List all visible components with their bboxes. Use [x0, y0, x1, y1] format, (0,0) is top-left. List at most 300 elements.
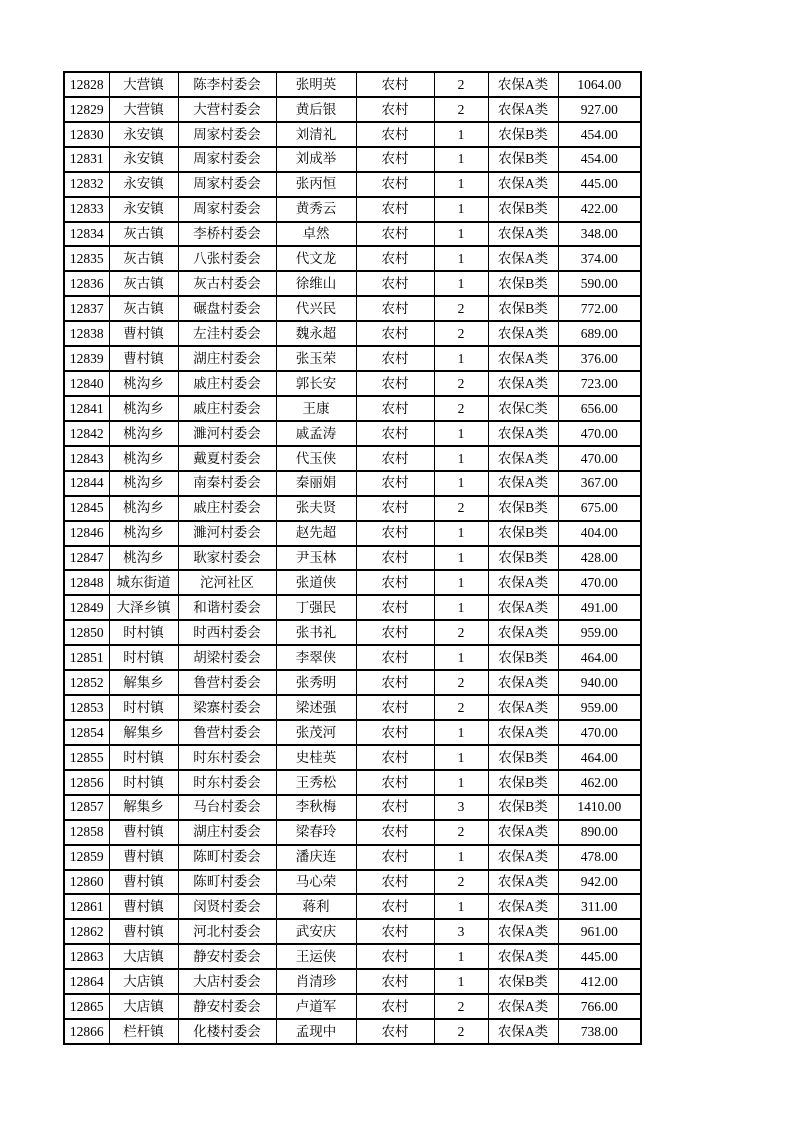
cell-town: 曹村镇 — [109, 870, 178, 895]
cell-residence-type: 农村 — [356, 720, 434, 745]
table-row — [64, 994, 641, 1019]
cell-insurance-category: 农保A类 — [488, 97, 558, 122]
table-body — [64, 72, 641, 1044]
cell-town: 灰古镇 — [109, 271, 178, 296]
cell-residence-type: 农村 — [356, 845, 434, 870]
cell-insurance-category: 农保A类 — [488, 620, 558, 645]
cell-village-committee: 戴夏村委会 — [178, 446, 276, 471]
cell-residence-type: 农村 — [356, 620, 434, 645]
cell-person-name: 梁述强 — [276, 695, 356, 720]
cell-person-count: 2 — [434, 670, 488, 695]
table-row — [64, 271, 641, 296]
cell-insurance-category: 农保B类 — [488, 745, 558, 770]
cell-residence-type: 农村 — [356, 944, 434, 969]
cell-person-count: 2 — [434, 620, 488, 645]
cell-person-count: 1 — [434, 147, 488, 172]
cell-person-name: 梁春玲 — [276, 820, 356, 845]
cell-insurance-category: 农保B类 — [488, 496, 558, 521]
cell-person-count: 1 — [434, 246, 488, 271]
cell-amount: 478.00 — [558, 845, 641, 870]
table-row — [64, 296, 641, 321]
cell-amount: 311.00 — [558, 894, 641, 919]
table-row — [64, 471, 641, 496]
cell-record-id: 12858 — [64, 820, 109, 845]
cell-person-count: 1 — [434, 720, 488, 745]
table-row — [64, 720, 641, 745]
cell-amount: 959.00 — [558, 695, 641, 720]
cell-record-id: 12854 — [64, 720, 109, 745]
cell-amount: 491.00 — [558, 595, 641, 620]
cell-village-committee: 李桥村委会 — [178, 222, 276, 247]
cell-person-count: 1 — [434, 845, 488, 870]
table-row — [64, 446, 641, 471]
cell-record-id: 12833 — [64, 197, 109, 222]
cell-person-count: 1 — [434, 570, 488, 595]
cell-person-count: 2 — [434, 695, 488, 720]
cell-insurance-category: 农保A类 — [488, 346, 558, 371]
cell-village-committee: 陈町村委会 — [178, 870, 276, 895]
cell-record-id: 12863 — [64, 944, 109, 969]
cell-village-committee: 鲁营村委会 — [178, 670, 276, 695]
cell-record-id: 12838 — [64, 321, 109, 346]
cell-person-name: 李翠侠 — [276, 645, 356, 670]
cell-person-name: 黄后银 — [276, 97, 356, 122]
cell-amount: 374.00 — [558, 246, 641, 271]
cell-record-id: 12860 — [64, 870, 109, 895]
cell-person-count: 1 — [434, 894, 488, 919]
table-row — [64, 521, 641, 546]
cell-town: 时村镇 — [109, 745, 178, 770]
cell-town: 灰古镇 — [109, 246, 178, 271]
cell-insurance-category: 农保A类 — [488, 720, 558, 745]
table-row — [64, 770, 641, 795]
cell-record-id: 12852 — [64, 670, 109, 695]
cell-amount: 462.00 — [558, 770, 641, 795]
cell-residence-type: 农村 — [356, 595, 434, 620]
cell-person-count: 3 — [434, 795, 488, 820]
cell-village-committee: 周家村委会 — [178, 147, 276, 172]
cell-insurance-category: 农保A类 — [488, 446, 558, 471]
cell-record-id: 12830 — [64, 122, 109, 147]
cell-residence-type: 农村 — [356, 546, 434, 571]
cell-person-count: 1 — [434, 521, 488, 546]
cell-residence-type: 农村 — [356, 496, 434, 521]
cell-person-name: 刘成举 — [276, 147, 356, 172]
cell-person-name: 秦丽娟 — [276, 471, 356, 496]
cell-village-committee: 化楼村委会 — [178, 1019, 276, 1044]
cell-person-name: 张秀明 — [276, 670, 356, 695]
cell-village-committee: 濉河村委会 — [178, 521, 276, 546]
cell-residence-type: 农村 — [356, 770, 434, 795]
cell-residence-type: 农村 — [356, 919, 434, 944]
cell-town: 大泽乡镇 — [109, 595, 178, 620]
cell-village-committee: 周家村委会 — [178, 172, 276, 197]
cell-residence-type: 农村 — [356, 421, 434, 446]
table-row — [64, 795, 641, 820]
cell-person-name: 刘清礼 — [276, 122, 356, 147]
cell-person-count: 1 — [434, 172, 488, 197]
cell-amount: 464.00 — [558, 745, 641, 770]
cell-insurance-category: 农保A类 — [488, 471, 558, 496]
cell-amount: 464.00 — [558, 645, 641, 670]
cell-village-committee: 陈町村委会 — [178, 845, 276, 870]
cell-person-count: 1 — [434, 222, 488, 247]
cell-record-id: 12862 — [64, 919, 109, 944]
cell-village-committee: 静安村委会 — [178, 994, 276, 1019]
table-row — [64, 919, 641, 944]
cell-record-id: 12866 — [64, 1019, 109, 1044]
cell-record-id: 12856 — [64, 770, 109, 795]
cell-record-id: 12846 — [64, 521, 109, 546]
cell-insurance-category: 农保A类 — [488, 695, 558, 720]
table-row — [64, 72, 641, 97]
cell-insurance-category: 农保A类 — [488, 595, 558, 620]
cell-town: 时村镇 — [109, 645, 178, 670]
cell-person-name: 王运侠 — [276, 944, 356, 969]
cell-record-id: 12836 — [64, 271, 109, 296]
cell-town: 大店镇 — [109, 944, 178, 969]
cell-person-count: 1 — [434, 595, 488, 620]
cell-town: 曹村镇 — [109, 820, 178, 845]
cell-residence-type: 农村 — [356, 271, 434, 296]
cell-village-committee: 时东村委会 — [178, 770, 276, 795]
cell-amount: 367.00 — [558, 471, 641, 496]
table-row — [64, 845, 641, 870]
cell-village-committee: 左洼村委会 — [178, 321, 276, 346]
cell-amount: 470.00 — [558, 446, 641, 471]
cell-person-name: 赵先超 — [276, 521, 356, 546]
cell-person-name: 王秀松 — [276, 770, 356, 795]
cell-residence-type: 农村 — [356, 172, 434, 197]
cell-record-id: 12843 — [64, 446, 109, 471]
table-row — [64, 172, 641, 197]
cell-village-committee: 静安村委会 — [178, 944, 276, 969]
cell-insurance-category: 农保A类 — [488, 222, 558, 247]
cell-village-committee: 戚庄村委会 — [178, 496, 276, 521]
cell-town: 曹村镇 — [109, 346, 178, 371]
cell-person-name: 卓然 — [276, 222, 356, 247]
cell-village-committee: 戚庄村委会 — [178, 371, 276, 396]
cell-village-committee: 湖庄村委会 — [178, 346, 276, 371]
cell-insurance-category: 农保A类 — [488, 820, 558, 845]
table-row — [64, 645, 641, 670]
cell-insurance-category: 农保A类 — [488, 570, 558, 595]
cell-person-count: 2 — [434, 994, 488, 1019]
cell-person-name: 魏永超 — [276, 321, 356, 346]
cell-insurance-category: 农保B类 — [488, 546, 558, 571]
cell-residence-type: 农村 — [356, 346, 434, 371]
cell-residence-type: 农村 — [356, 446, 434, 471]
cell-person-name: 肖清珍 — [276, 969, 356, 994]
cell-person-name: 李秋梅 — [276, 795, 356, 820]
cell-record-id: 12841 — [64, 396, 109, 421]
cell-person-count: 3 — [434, 919, 488, 944]
cell-amount: 590.00 — [558, 271, 641, 296]
cell-insurance-category: 农保A类 — [488, 944, 558, 969]
cell-amount: 412.00 — [558, 969, 641, 994]
cell-village-committee: 大营村委会 — [178, 97, 276, 122]
cell-village-committee: 时东村委会 — [178, 745, 276, 770]
table-row — [64, 695, 641, 720]
table-row — [64, 1019, 641, 1044]
cell-person-count: 2 — [434, 820, 488, 845]
table-row — [64, 595, 641, 620]
cell-person-name: 张明英 — [276, 72, 356, 97]
cell-record-id: 12840 — [64, 371, 109, 396]
cell-town: 桃沟乡 — [109, 446, 178, 471]
cell-record-id: 12848 — [64, 570, 109, 595]
cell-village-committee: 南秦村委会 — [178, 471, 276, 496]
cell-record-id: 12835 — [64, 246, 109, 271]
cell-town: 桃沟乡 — [109, 371, 178, 396]
cell-person-count: 1 — [434, 645, 488, 670]
cell-amount: 445.00 — [558, 172, 641, 197]
cell-person-name: 徐维山 — [276, 271, 356, 296]
cell-village-committee: 时西村委会 — [178, 620, 276, 645]
cell-record-id: 12831 — [64, 147, 109, 172]
cell-insurance-category: 农保C类 — [488, 396, 558, 421]
cell-amount: 470.00 — [558, 421, 641, 446]
cell-village-committee: 河北村委会 — [178, 919, 276, 944]
cell-residence-type: 农村 — [356, 745, 434, 770]
cell-person-name: 尹玉林 — [276, 546, 356, 571]
cell-person-name: 王康 — [276, 396, 356, 421]
cell-town: 大店镇 — [109, 994, 178, 1019]
cell-insurance-category: 农保B类 — [488, 770, 558, 795]
cell-insurance-category: 农保B类 — [488, 197, 558, 222]
cell-residence-type: 农村 — [356, 820, 434, 845]
cell-person-count: 2 — [434, 1019, 488, 1044]
table-row — [64, 496, 641, 521]
cell-town: 桃沟乡 — [109, 496, 178, 521]
cell-person-count: 1 — [434, 197, 488, 222]
cell-person-name: 戚孟涛 — [276, 421, 356, 446]
cell-person-name: 代玉侠 — [276, 446, 356, 471]
cell-amount: 772.00 — [558, 296, 641, 321]
cell-person-count: 2 — [434, 496, 488, 521]
cell-village-committee: 和谐村委会 — [178, 595, 276, 620]
cell-amount: 470.00 — [558, 570, 641, 595]
cell-town: 桃沟乡 — [109, 521, 178, 546]
cell-record-id: 12859 — [64, 845, 109, 870]
cell-insurance-category: 农保B类 — [488, 296, 558, 321]
table-row — [64, 745, 641, 770]
cell-person-name: 蒋利 — [276, 894, 356, 919]
cell-record-id: 12855 — [64, 745, 109, 770]
cell-village-committee: 濉河村委会 — [178, 421, 276, 446]
cell-village-committee: 大店村委会 — [178, 969, 276, 994]
cell-person-count: 1 — [434, 745, 488, 770]
cell-insurance-category: 农保A类 — [488, 894, 558, 919]
cell-town: 时村镇 — [109, 620, 178, 645]
table-row — [64, 246, 641, 271]
cell-village-committee: 八张村委会 — [178, 246, 276, 271]
table-row — [64, 620, 641, 645]
cell-village-committee: 周家村委会 — [178, 197, 276, 222]
cell-person-name: 张玉荣 — [276, 346, 356, 371]
cell-person-name: 张丙恒 — [276, 172, 356, 197]
cell-residence-type: 农村 — [356, 97, 434, 122]
cell-insurance-category: 农保A类 — [488, 845, 558, 870]
pension-record-table — [63, 71, 642, 1045]
cell-amount: 376.00 — [558, 346, 641, 371]
cell-amount: 890.00 — [558, 820, 641, 845]
cell-insurance-category: 农保B类 — [488, 795, 558, 820]
cell-town: 大营镇 — [109, 97, 178, 122]
cell-residence-type: 农村 — [356, 795, 434, 820]
cell-village-committee: 周家村委会 — [178, 122, 276, 147]
cell-residence-type: 农村 — [356, 296, 434, 321]
cell-amount: 961.00 — [558, 919, 641, 944]
cell-person-count: 1 — [434, 770, 488, 795]
cell-record-id: 12837 — [64, 296, 109, 321]
cell-person-name: 张茂河 — [276, 720, 356, 745]
cell-insurance-category: 农保A类 — [488, 321, 558, 346]
cell-town: 桃沟乡 — [109, 471, 178, 496]
cell-residence-type: 农村 — [356, 570, 434, 595]
cell-record-id: 12845 — [64, 496, 109, 521]
cell-amount: 959.00 — [558, 620, 641, 645]
cell-record-id: 12828 — [64, 72, 109, 97]
cell-amount: 454.00 — [558, 122, 641, 147]
cell-insurance-category: 农保A类 — [488, 371, 558, 396]
table-row — [64, 670, 641, 695]
cell-insurance-category: 农保A类 — [488, 421, 558, 446]
cell-village-committee: 耿家村委会 — [178, 546, 276, 571]
cell-town: 大店镇 — [109, 969, 178, 994]
cell-amount: 927.00 — [558, 97, 641, 122]
table-row — [64, 870, 641, 895]
cell-person-name: 张书礼 — [276, 620, 356, 645]
cell-person-name: 代文龙 — [276, 246, 356, 271]
cell-person-name: 张夫贤 — [276, 496, 356, 521]
cell-insurance-category: 农保B类 — [488, 521, 558, 546]
cell-town: 曹村镇 — [109, 894, 178, 919]
cell-village-committee: 戚庄村委会 — [178, 396, 276, 421]
cell-person-count: 1 — [434, 421, 488, 446]
cell-town: 灰古镇 — [109, 222, 178, 247]
cell-amount: 445.00 — [558, 944, 641, 969]
cell-person-count: 2 — [434, 870, 488, 895]
cell-insurance-category: 农保A类 — [488, 919, 558, 944]
table-row — [64, 546, 641, 571]
cell-person-name: 史桂英 — [276, 745, 356, 770]
cell-record-id: 12851 — [64, 645, 109, 670]
cell-residence-type: 农村 — [356, 321, 434, 346]
cell-village-committee: 马台村委会 — [178, 795, 276, 820]
cell-residence-type: 农村 — [356, 147, 434, 172]
cell-record-id: 12864 — [64, 969, 109, 994]
cell-amount: 348.00 — [558, 222, 641, 247]
cell-amount: 766.00 — [558, 994, 641, 1019]
cell-insurance-category: 农保A类 — [488, 172, 558, 197]
cell-person-count: 1 — [434, 969, 488, 994]
cell-town: 桃沟乡 — [109, 396, 178, 421]
cell-amount: 723.00 — [558, 371, 641, 396]
cell-person-name: 丁强民 — [276, 595, 356, 620]
cell-insurance-category: 农保A类 — [488, 994, 558, 1019]
cell-amount: 470.00 — [558, 720, 641, 745]
cell-person-count: 2 — [434, 396, 488, 421]
cell-person-name: 武安庆 — [276, 919, 356, 944]
table-row — [64, 570, 641, 595]
cell-person-count: 1 — [434, 446, 488, 471]
cell-village-committee: 灰古村委会 — [178, 271, 276, 296]
cell-town: 解集乡 — [109, 670, 178, 695]
cell-village-committee: 梁寨村委会 — [178, 695, 276, 720]
cell-town: 桃沟乡 — [109, 421, 178, 446]
cell-record-id: 12829 — [64, 97, 109, 122]
cell-insurance-category: 农保A类 — [488, 246, 558, 271]
cell-village-committee: 碾盘村委会 — [178, 296, 276, 321]
cell-person-count: 2 — [434, 97, 488, 122]
cell-person-count: 1 — [434, 122, 488, 147]
cell-amount: 422.00 — [558, 197, 641, 222]
cell-insurance-category: 农保A类 — [488, 1019, 558, 1044]
cell-town: 城东街道 — [109, 570, 178, 595]
cell-record-id: 12847 — [64, 546, 109, 571]
cell-town: 时村镇 — [109, 695, 178, 720]
cell-person-count: 1 — [434, 944, 488, 969]
cell-record-id: 12850 — [64, 620, 109, 645]
cell-person-name: 代兴民 — [276, 296, 356, 321]
cell-residence-type: 农村 — [356, 670, 434, 695]
cell-village-committee: 陈李村委会 — [178, 72, 276, 97]
cell-residence-type: 农村 — [356, 994, 434, 1019]
table-row — [64, 396, 641, 421]
cell-insurance-category: 农保B类 — [488, 645, 558, 670]
cell-residence-type: 农村 — [356, 72, 434, 97]
cell-town: 解集乡 — [109, 720, 178, 745]
cell-amount: 940.00 — [558, 670, 641, 695]
cell-record-id: 12849 — [64, 595, 109, 620]
cell-person-count: 2 — [434, 321, 488, 346]
cell-residence-type: 农村 — [356, 894, 434, 919]
cell-village-committee: 闵贤村委会 — [178, 894, 276, 919]
cell-person-name: 张道侠 — [276, 570, 356, 595]
cell-residence-type: 农村 — [356, 969, 434, 994]
cell-town: 栏杆镇 — [109, 1019, 178, 1044]
cell-person-name: 黄秀云 — [276, 197, 356, 222]
cell-town: 永安镇 — [109, 172, 178, 197]
table-row — [64, 97, 641, 122]
cell-town: 曹村镇 — [109, 919, 178, 944]
cell-town: 解集乡 — [109, 795, 178, 820]
table-row — [64, 197, 641, 222]
table-row — [64, 894, 641, 919]
cell-amount: 675.00 — [558, 496, 641, 521]
cell-person-count: 1 — [434, 346, 488, 371]
cell-residence-type: 农村 — [356, 471, 434, 496]
table-row — [64, 122, 641, 147]
cell-insurance-category: 农保A类 — [488, 870, 558, 895]
cell-residence-type: 农村 — [356, 645, 434, 670]
table-row — [64, 346, 641, 371]
cell-record-id: 12844 — [64, 471, 109, 496]
table-row — [64, 371, 641, 396]
cell-record-id: 12857 — [64, 795, 109, 820]
cell-residence-type: 农村 — [356, 122, 434, 147]
table-row — [64, 147, 641, 172]
table-row — [64, 820, 641, 845]
cell-residence-type: 农村 — [356, 695, 434, 720]
cell-person-count: 2 — [434, 371, 488, 396]
table-row — [64, 321, 641, 346]
cell-record-id: 12832 — [64, 172, 109, 197]
cell-town: 大营镇 — [109, 72, 178, 97]
table-row — [64, 222, 641, 247]
cell-record-id: 12834 — [64, 222, 109, 247]
